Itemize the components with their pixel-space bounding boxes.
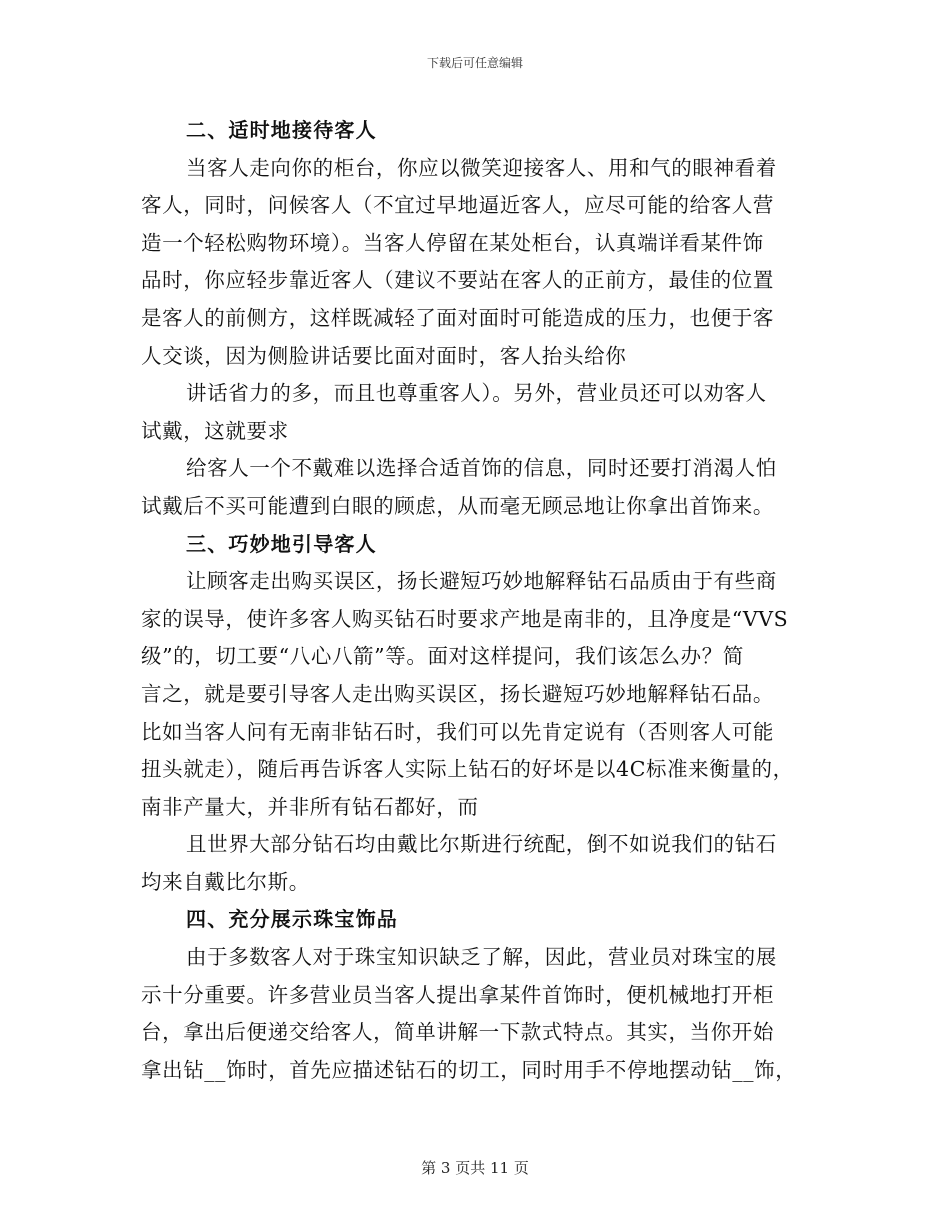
paragraph-line: 由于多数客人对于珠宝知识缺乏了解，因此，营业员对珠宝的展: [186, 945, 777, 970]
paragraph-line: 试戴，这就要求: [141, 418, 289, 443]
paragraph-line: 且世界大部分钻石均由戴比尔斯进行统配，倒不如说我们的钻石: [186, 832, 777, 857]
section-heading-3: 三、巧妙地引导客人: [186, 531, 377, 556]
paragraph-line: 台，拿出后便递交给客人，简单讲解一下款式特点。其实，当你开始: [141, 1020, 774, 1045]
paragraph-line: 客人，同时，问候客人（不宜过早地逼近客人，应尽可能的给客人营: [141, 193, 774, 218]
paragraph-line: 讲话省力的多，而且也尊重客人）。另外，营业员还可以劝客人: [186, 381, 767, 406]
paragraph-line: 扭头就走），随后再告诉客人实际上钻石的好坏是以4C标准来衡量的，: [141, 757, 794, 782]
page-footer: 第 3 页共 11 页: [421, 1159, 529, 1177]
paragraph-line: 让顾客走出购买误区，扬长避短巧妙地解释钻石品质由于有些商: [186, 569, 777, 594]
paragraph-line: 给客人一个不戴难以选择合适首饰的信息，同时还要打消渴人怕: [186, 456, 777, 481]
paragraph-line: 家的误导，使许多客人购买钻石时要求产地是南非的，且净度是“VVS: [141, 606, 789, 631]
paragraph-line: 人交谈，因为侧脸讲话要比面对面时，客人抬头给你: [141, 343, 627, 368]
paragraph-line: 示十分重要。许多营业员当客人提出拿某件首饰时，便机械地打开柜: [141, 982, 774, 1007]
paragraph-line: 比如当客人问有无南非钻石时，我们可以先肯定说有（否则客人可能: [141, 719, 774, 744]
paragraph-line: 南非产量大，并非所有钻石都好，而: [141, 794, 479, 819]
paragraph-line: 言之，就是要引导客人走出购买误区，扬长避短巧妙地解释钻石品。: [141, 681, 774, 706]
paragraph-line: 是客人的前侧方，这样既减轻了面对面时可能造成的压力，也便于客: [141, 305, 774, 330]
section-heading-4: 四、充分展示珠宝饰品: [186, 907, 398, 932]
paragraph-line: 均来自戴比尔斯。: [141, 869, 310, 894]
page-header: 下载后可任意编辑: [426, 56, 523, 70]
paragraph-line: 品时，你应轻步靠近客人（建议不要站在客人的正前方，最佳的位置: [141, 268, 774, 293]
paragraph-line: 级”的，切工要“八心八箭”等。面对这样提问，我们该怎么办？简: [141, 644, 744, 669]
section-heading-2: 二、适时地接待客人: [186, 118, 377, 142]
paragraph-line: 当客人走向你的柜台，你应以微笑迎接客人、用和气的眼神看着: [186, 155, 777, 180]
paragraph-line: 拿出钻__饰时，首先应描述钻石的切工，同时用手不停地摆动钻__饰，: [141, 1057, 797, 1082]
document-body: [141, 112, 816, 1089]
paragraph-line: 造一个轻松购物环境）。当客人停留在某处柜台，认真端详看某件饰: [141, 230, 764, 255]
paragraph-line: 试戴后不买可能遭到白眼的顾虑，从而毫无顾忌地让你拿出首饰来。: [141, 493, 774, 518]
